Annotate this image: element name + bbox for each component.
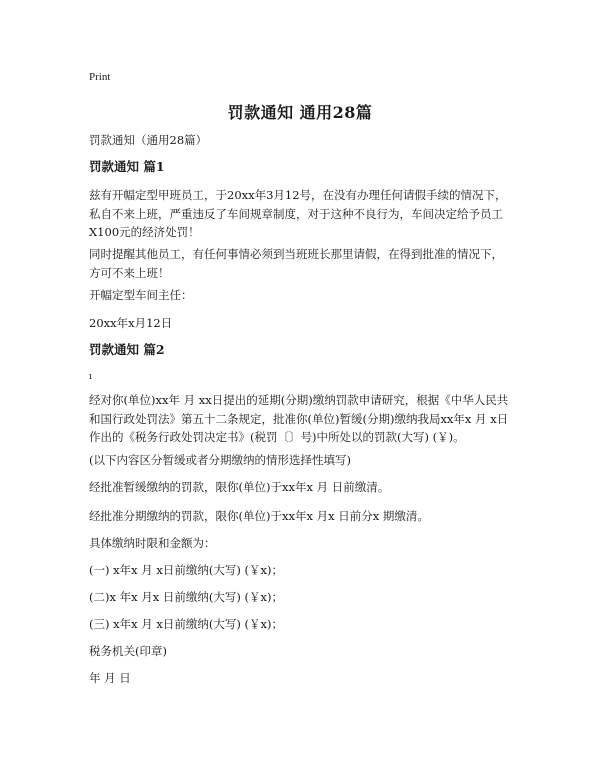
schedule-item-3: (三) x年x 月 x日前缴纳(大写) (￥x)；: [89, 617, 283, 631]
page-title: 罚款通知 通用28篇: [227, 103, 373, 122]
section2-p1-line1: 经对你(单位)xx年 月 xx日提出的延期(分期)缴纳罚款申请研究，根据《中华人民共: [89, 393, 509, 407]
section2-mark: ı: [89, 372, 92, 382]
section1-date: 20xx年x月12日: [89, 316, 173, 330]
section1-p2-line2: 方可不来上班！: [89, 265, 170, 280]
section1-signer: 开幅定型车间主任：: [89, 288, 193, 302]
section1-paragraph2: [89, 245, 519, 282]
schedule-item-2: (二)x 年x 月x 日前缴纳(大写) (￥x)；: [89, 590, 283, 604]
section2-paragraph1: [89, 391, 519, 447]
document-subtitle: 罚款通知（通用28篇）: [89, 133, 208, 147]
section2-heading: 罚款通知 篇2: [89, 342, 165, 357]
section2-note: (以下内容区分暂缓或者分期缴纳的情形选择性填写): [89, 453, 351, 467]
section1-p1-line1: 兹有开幅定型甲班员工，于20xx年3月12号，在没有办理任何请假手续的情况下，: [89, 188, 507, 202]
schedule-item-1: (一) x年x 月 x日前缴纳(大写) (￥x)；: [89, 563, 283, 577]
section2-date: 年 月 日: [89, 671, 131, 685]
section2-defer: 经批准暂缓缴纳的罚款，限你(单位)于xx年x 月 日前缴清。: [89, 480, 390, 494]
print-label: Print: [89, 71, 111, 83]
section1-p2-line1: 同时提醒其他员工，有任何事情必须到当班班长那里请假，在得到批准的情况下，: [89, 247, 503, 261]
section2-p1-line2: 和国行政处罚法》第五十二条规定，批准你(单位)暂缓(分期)缴纳我局xx年x 月 x日: [89, 411, 509, 426]
section1-p1-line2: 私自不来上班，严重违反了车间规章制度，对于这种不良行为，车间决定给予员工: [89, 206, 503, 221]
section2-p1-line3: 作出的《税务行政处罚决定书》(税罚〔〕号)中所处以的罚款(大写) (￥)。: [89, 430, 465, 444]
section2-schedule-label: 具体缴纳时限和金额为：: [89, 536, 216, 550]
section1-heading: 罚款通知 篇1: [89, 159, 165, 174]
section1-paragraph1: [89, 186, 519, 242]
section1-p1-line3: X100元的经济处罚！: [89, 225, 200, 239]
section2-authority: 税务机关(印章): [89, 644, 167, 658]
section2-install: 经批准分期缴纳的罚款，限你(单位)于xx年x 月x 日前分x 期缴清。: [89, 509, 429, 523]
